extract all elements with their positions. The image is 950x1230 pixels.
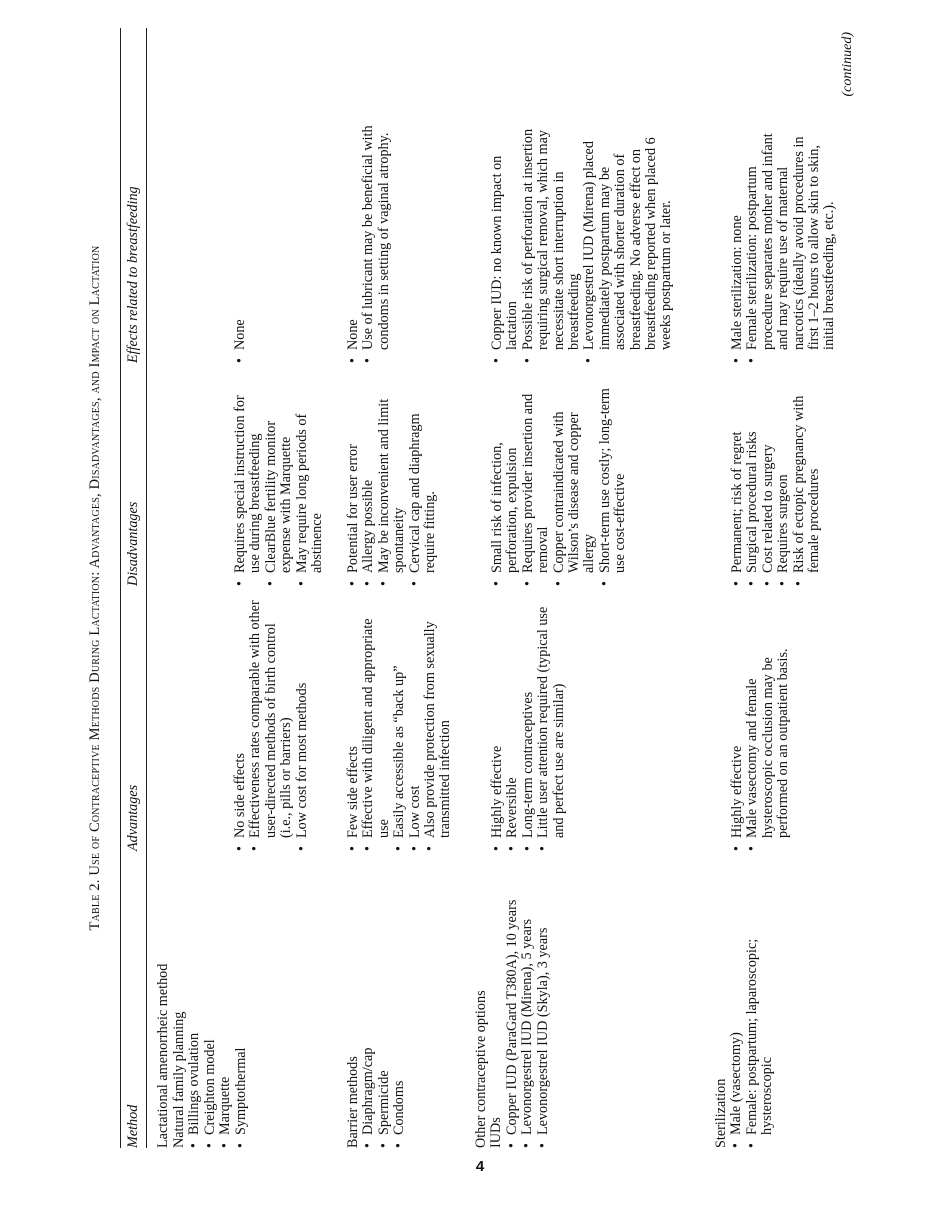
disadvantage-item: • Permanent; risk of regret: [730, 376, 745, 586]
method-subtitle: IUDs: [488, 1117, 505, 1148]
disadvantage-item: • Cervical cap and diaphragm require fitting.: [408, 376, 439, 586]
effect-item: • None: [233, 123, 248, 363]
advantage-item: • Male vasectomy and female hysteroscopic occlusion may be performed on an outpatient basis.: [745, 599, 791, 851]
row-nfp-disadvantages: [233, 376, 325, 586]
effect-item: • Levonorgestrel IUD (Mirena) placed immediately postpartum may be associated with shorter duration of breastfeeding. No adverse effect on breastfeeding reported when placed 6 weeks postpartum or later.: [582, 125, 674, 363]
effect-item: • Copper IUD: no known impact on lactation: [490, 125, 521, 363]
page-number: 4: [475, 1158, 485, 1175]
method-bullet: • Levonorgestrel IUD (Skyla), 3 years: [536, 863, 551, 1148]
disadvantage-item: • Requires provider insertion and removal: [521, 376, 552, 586]
disadvantage-item: • Surgical procedural risks: [745, 376, 760, 586]
row-barrier-effects: [346, 123, 392, 363]
row-sterilization-method: [714, 868, 776, 1148]
method-title: Natural family planning: [171, 1011, 187, 1148]
row-iud-method: [474, 863, 551, 1148]
advantage-item: • Effective with diligent and appropriate use: [361, 599, 392, 851]
continued-label: (continued): [840, 32, 855, 97]
advantage-item: • Few side effects: [346, 599, 361, 851]
method-title: Other contraceptive options: [473, 990, 489, 1148]
method-title: Lactational amenorrheic method: [155, 963, 171, 1148]
advantage-item: • Reversible: [505, 599, 520, 851]
method-bullet: • Spermicide: [377, 868, 392, 1148]
advantage-item: • Low cost: [408, 599, 423, 851]
header-method: Method: [125, 1104, 141, 1148]
row-nfp-method: [172, 868, 249, 1148]
method-title: Barrier methods: [345, 1056, 361, 1148]
row-barrier-method: [346, 868, 408, 1148]
method-bullet: • Male (vasectomy): [729, 868, 744, 1148]
advantage-item: • Little user attention required (typical use and perfect use are similar): [536, 599, 567, 851]
method-title: Sterilization: [713, 1078, 729, 1148]
effect-item: • Female sterilization: postpartum procedure separates mother and infant and may require use of maternal narcotics (ideally avoid procedures in first 1–2 hours to allow skin to skin, initial breastfeeding, etc.).: [745, 125, 837, 363]
table-top-rule: [120, 28, 121, 1148]
advantage-item: • Effectiveness rates comparable with other user-directed methods of birth control (i.e., pills or barriers): [248, 599, 294, 851]
effect-item: • Male sterilization: none: [730, 125, 745, 363]
row-iud-effects: [490, 125, 675, 363]
method-bullet: • Levonorgestrel IUD (Mirena), 5 years: [520, 863, 535, 1148]
method-bullet: • Billings ovulation: [187, 868, 202, 1148]
method-bullet: • Diaphragm/cap: [361, 868, 376, 1148]
row-sterilization-advantages: [730, 599, 792, 851]
advantage-item: • Highly effective: [490, 599, 505, 851]
method-bullet: • Symptothermal: [234, 868, 249, 1148]
table-header-rule: [146, 28, 147, 1148]
table-caption: Table 2. Use of Contraceptive Methods During Lactation: Advantages, Disadvantages, and Impact on Lactation: [87, 245, 103, 931]
disadvantage-item: • May require long periods of abstinence: [295, 376, 326, 586]
disadvantage-item: • Cost related to surgery: [761, 376, 776, 586]
row-iud-advantages: [490, 599, 567, 851]
row-sterilization-effects: [730, 125, 838, 363]
row-nfp-advantages: [233, 599, 310, 851]
header-effects: Effects related to breastfeeding: [125, 186, 141, 363]
disadvantage-item: • Requires surgeon: [776, 376, 791, 586]
rotated-table-page: [88, 28, 868, 1148]
advantage-item: • Easily accessible as “back up”: [392, 599, 407, 851]
row-barrier-disadvantages: [346, 376, 438, 586]
disadvantage-item: • Requires special instruction for use during breastfeeding: [233, 376, 264, 586]
row-lam-method: [156, 868, 171, 1148]
method-bullet: • Condoms: [392, 868, 407, 1148]
row-sterilization-disadvantages: [730, 376, 822, 586]
method-bullet: • Marquette: [218, 868, 233, 1148]
advantage-item: • Also provide protection from sexually transmitted infection: [423, 599, 454, 851]
disadvantage-item: • May be inconvenient and limit spontaneity: [377, 376, 408, 586]
header-disadvantages: Disadvantages: [125, 501, 141, 586]
effect-item: • None: [346, 123, 361, 363]
method-bullet: • Copper IUD (ParaGard T380A), 10 years: [505, 863, 520, 1148]
method-bullet: • Creighton model: [203, 868, 218, 1148]
disadvantage-item: • Small risk of infection, perforation, expulsion: [490, 376, 521, 586]
disadvantage-item: • Potential for user error: [346, 376, 361, 586]
effect-item: • Use of lubricant may be beneficial with condoms in setting of vaginal atrophy.: [361, 123, 392, 363]
advantage-item: • No side effects: [233, 599, 248, 851]
disadvantage-item: • Short-term use costly; long-term use cost-effective: [598, 376, 629, 586]
method-bullet: • Female: postpartum; laparoscopic; hysteroscopic: [745, 868, 776, 1148]
row-iud-disadvantages: [490, 376, 629, 586]
disadvantage-item: • Copper contraindicated with Wilson’s disease and copper allergy: [552, 376, 598, 586]
disadvantage-item: • Risk of ectopic pregnancy with female procedures: [792, 376, 823, 586]
advantage-item: • Long-term contraceptives: [521, 599, 536, 851]
header-advantages: Advantages: [125, 784, 141, 851]
disadvantage-item: • ClearBlue fertility monitor expense with Marquette: [264, 376, 295, 586]
advantage-item: • Low cost for most methods: [295, 599, 310, 851]
row-barrier-advantages: [346, 599, 454, 851]
row-nfp-effects: [233, 123, 248, 363]
effect-item: • Possible risk of perforation at insertion requiring surgical removal, which may necessitate short interruption in breastfeeding: [521, 125, 583, 363]
disadvantage-item: • Allergy possible: [361, 376, 376, 586]
advantage-item: • Highly effective: [730, 599, 745, 851]
